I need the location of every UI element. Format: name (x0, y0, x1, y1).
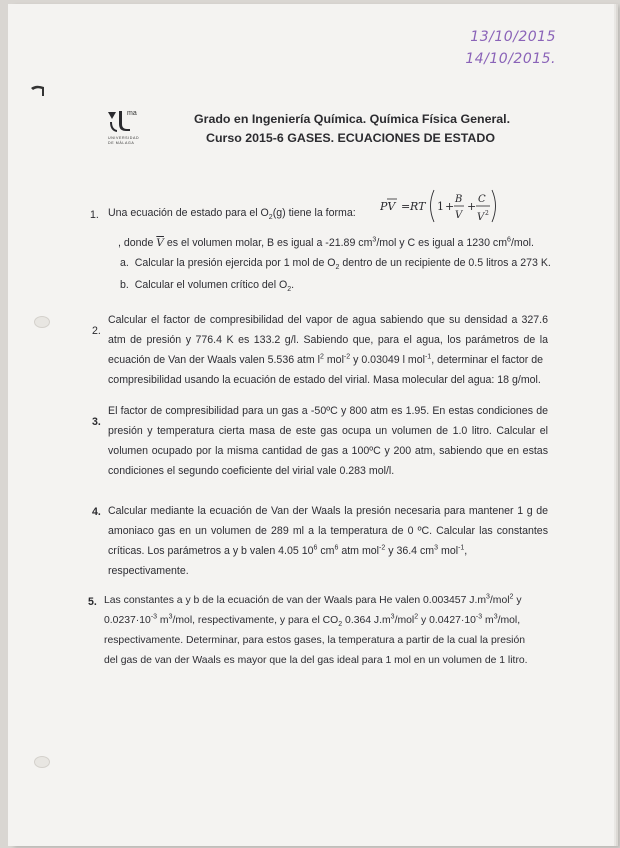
header-line-1: Grado en Ingeniería Química. Química Física General. (194, 112, 511, 126)
svg-text:PV: PV (380, 200, 396, 213)
page-header (194, 110, 510, 148)
problem-2-number: 2. (92, 325, 101, 337)
svg-text:1: 1 (437, 200, 444, 213)
problem-5-text: Las constantes a y b de la ecuación de van der Waals para He valen 0.003457 $J.m^3/mol^2$ y $0.0237\cdot 10^{-3}$ $m^3$/mol, respectivamente, y para el $CO_2$ 0.364 $J.m^3/mol^2$ y $0.0427\cdot 10^{-3}$ $m^3$/mol, respectivamente. Determinar, para estos gases, la temperatura a partir de la cual la presión del gas de van der Waals es mayor que la del gas ideal para 1 mol en un volumen de 1 litro. (104, 593, 528, 666)
problem-1-text: , donde $\overline{V}$ es el volumen molar, B es igual a -21.89 $cm^3$/mol y C es igual a 1230 $cm^6$/mol. (118, 236, 534, 249)
svg-text:2: 2 (485, 210, 489, 217)
binder-clip-icon (30, 84, 46, 98)
problem-4-number: 4. (92, 506, 101, 518)
svg-text:+: + (467, 200, 477, 213)
date-1: 13/10/2015 (470, 29, 556, 45)
date-2: 14/10/2015. (465, 51, 556, 67)
svg-text:+: + (445, 200, 455, 213)
problem-2-text: Calcular el factor de compresibilidad del vapor de agua sabiendo que su densidad a 327.6 atm de presión y 776.4 K es 133.2 g/l. Sabiendo que, para el agua, los parámetros de la ecuación de Van der Waals valen 5.536 atm $l^2$ mol$^{-2}$ y 0.03049 l mol$^{-1}$, determinar el factor de compresibilidad usando la ecuación de estado del virial. Masa molecular del agua: 18 g/mol. (108, 314, 548, 386)
handwritten-dates (465, 26, 556, 70)
logo-text: UNIVERSIDAD DE MÁLAGA (108, 136, 140, 145)
svg-text:V: V (477, 212, 485, 223)
svg-text:B: B (455, 194, 463, 205)
problem-1-part-a: a. Calcular la presión ejercida por 1 mol de $O_2$ dentro de un recipiente de 0.5 litros a 273 K. (120, 257, 551, 272)
equation-of-state-formula (380, 184, 498, 228)
problem-4-text: Calcular mediante la ecuación de Van der Waals la presión necesaria para mantener 1 g de amoniaco gas en un volumen de 289 ml a la temperatura de 0 ºC. Calcular las constantes críticas. Los parámetros a y b valen 4.05 $10^6$ $cm^6$ atm mol$^{-2}$ y 36.4 $cm^3$ mol$^{-1}$, respectivamente. (108, 505, 548, 577)
svg-text:V: V (455, 210, 463, 221)
logo-superscript: ma (127, 110, 137, 117)
svg-text:RT: RT (410, 200, 426, 213)
document-page (8, 4, 614, 846)
problem-3-number: 3. (92, 416, 101, 428)
svg-text:C: C (478, 194, 486, 205)
punch-hole-bottom (34, 756, 50, 768)
problem-5-number: 5. (88, 596, 97, 608)
problem-3-text: El factor de compresibilidad para un gas a -50ºC y 800 atm es 1.95. En estas condiciones de presión y temperatura cierta masa de este gas ocupa un volumen de 1.0 litro. Calcular el volumen ocupado por la misma cantidad de gas a 100ºC y 200 atm, sabiendo que en estas condiciones el segundo coeficiente del virial vale 0.283 mol/l. (108, 405, 548, 477)
problem-1-part-b: b. Calcular el volumen crítico del $O_2$. (120, 279, 295, 294)
header-line-2: Curso 2015-6 GASES. ECUACIONES DE ESTADO (206, 131, 495, 145)
svg-text:=: = (401, 200, 411, 213)
problem-1-intro: Una ecuación de estado para el $O_2(g)$ tiene la forma: (108, 207, 356, 222)
problem-1-number: 1. (90, 209, 99, 221)
punch-hole-top (34, 316, 50, 328)
